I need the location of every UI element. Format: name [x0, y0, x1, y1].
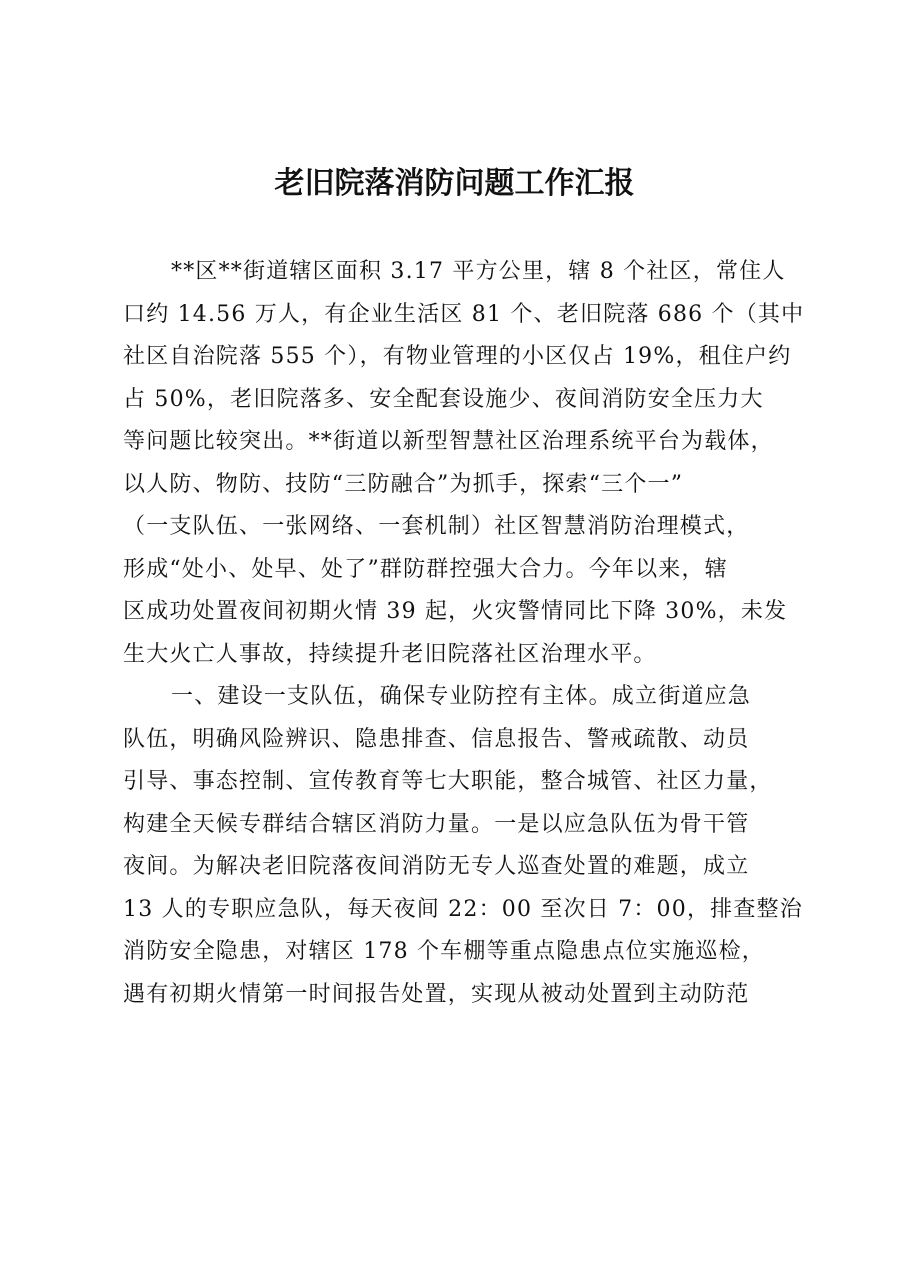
paragraph-line: 生大火亡人事故，持续提升老旧院落社区治理水平。 — [123, 641, 657, 667]
paragraph-line: **区**街道辖区面积 3.17 平方公里，辖 8 个社区，常住人 — [171, 259, 786, 284]
paragraph-line: 占 50%，老旧院落多、安全配套设施少、夜间消防安全压力大 — [123, 386, 764, 412]
paragraph-line: 区成功处置夜间初期火情 39 起，火灾警情同比下降 30%，未发 — [123, 599, 788, 624]
paragraph-line: 形成“处小、处早、处了”群防群控强大合力。今年以来，辖 — [123, 556, 728, 582]
paragraph-line: 等问题比较突出。**街道以新型智慧社区治理系统平台为载体， — [123, 429, 774, 454]
paragraph-line: 口约 14.56 万人，有企业生活区 81 个、老旧院落 686 个（其中 — [123, 301, 805, 327]
paragraph-line: 遇有初期火情第一时间报告处置，实现从被动处置到主动防范 — [123, 981, 750, 1007]
paragraph-line: 一、建设一支队伍，确保专业防控有主体。成立街道应急 — [171, 684, 752, 709]
paragraph-line: 夜间。为解决老旧院落夜间消防无专人巡查处置的难题，成立 — [123, 854, 750, 879]
paragraph-line: 社区自治院落 555 个），有物业管理的小区仅占 19%，租住户约 — [123, 344, 792, 369]
document-title: 老旧院落消防问题工作汇报 — [274, 166, 635, 201]
paragraph-line: 消防安全隐患，对辖区 178 个车棚等重点隐患点位实施巡检， — [123, 939, 765, 964]
paragraph-line: 引导、事态控制、宣传教育等七大职能，整合城管、社区力量， — [123, 769, 773, 794]
paragraph-line: 构建全天候专群结合辖区消防力量。一是以应急队伍为骨干管 — [123, 811, 750, 837]
paragraph-line: 队伍，明确风险辨识、隐患排查、信息报告、警戒疏散、动员 — [123, 726, 750, 752]
document-body — [123, 251, 813, 1016]
paragraph-line: （一支队伍、一张网络、一套机制）社区智慧消防治理模式， — [123, 514, 750, 539]
paragraph-line: 13 人的专职应急队，每天夜间 22：00 至次日 7：00，排查整治 — [123, 896, 803, 922]
paragraph-line: 以人防、物防、技防“三防融合”为抓手，探索“三个一” — [123, 471, 684, 497]
